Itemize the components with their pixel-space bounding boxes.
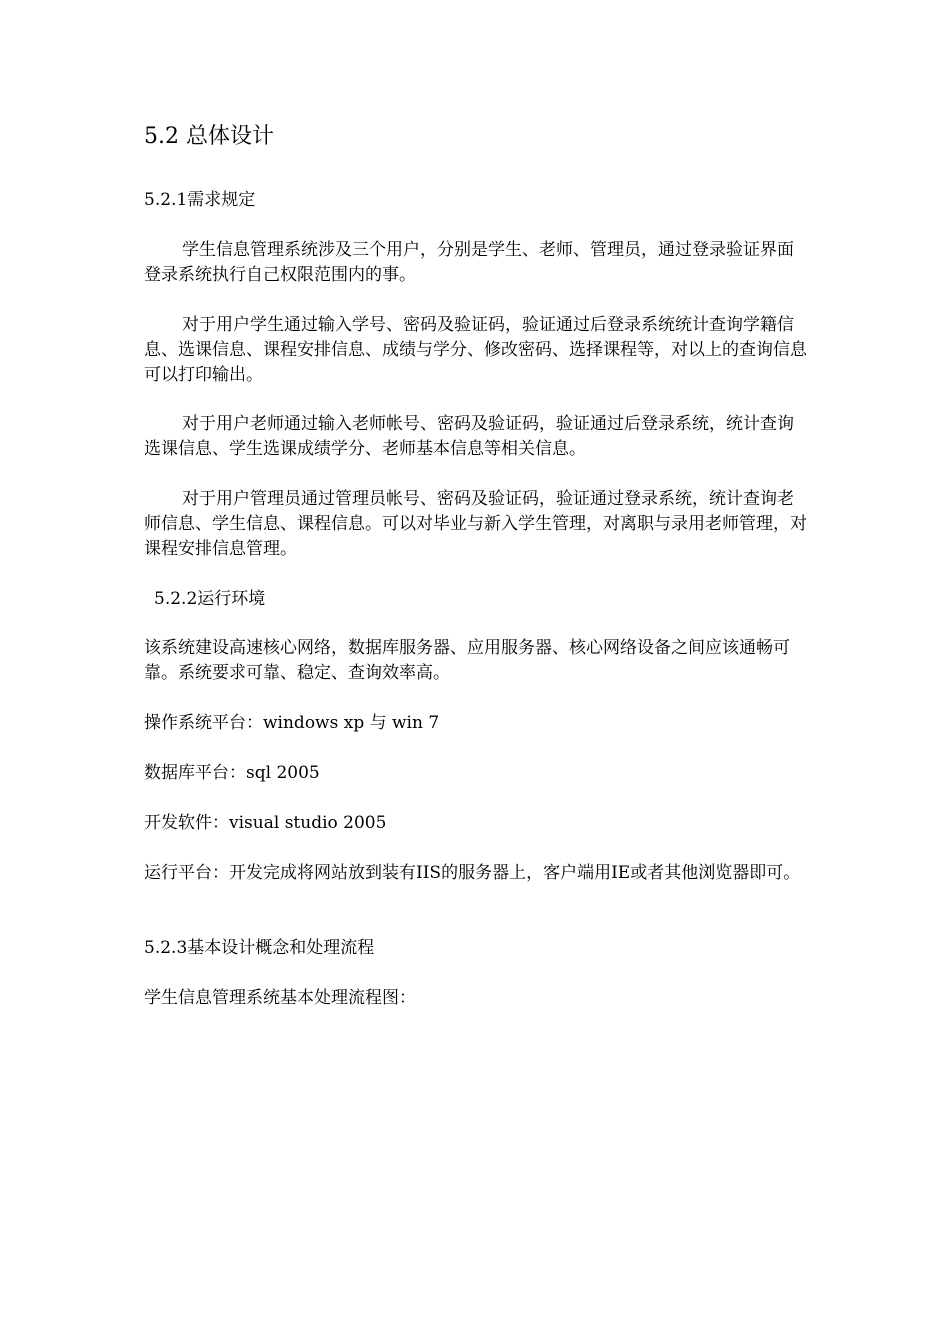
section-title: 5.2 总体设计 [144,124,274,149]
paragraph-teacher-functions: 对于用户老师通过输入老师帐号、密码及验证码，验证通过后登录系统，统计查询选课信息、学生选课成绩学分、老师基本信息等相关信息。 [144,414,794,459]
paragraph-users-overview: 学生信息管理系统涉及三个用户，分别是学生、老师、管理员，通过登录验证界面登录系统执行自己权限范围内的事。 [144,240,794,285]
paragraph-dev-software: 开发软件：visual studio 2005 [144,813,387,833]
subsection-title-environment: 5.2.2运行环境 [154,589,266,609]
paragraph-database-platform: 数据库平台：sql 2005 [144,763,320,783]
paragraph-os-platform: 操作系统平台：windows xp 与 win 7 [144,713,440,733]
paragraph-flowchart-caption: 学生信息管理系统基本处理流程图： [144,988,416,1008]
subsection-title-requirements: 5.2.1需求规定 [144,190,256,210]
paragraph-admin-functions: 对于用户管理员通过管理员帐号、密码及验证码，验证通过登录系统，统计查询老师信息、学生信息、课程信息。可以对毕业与新入学生管理，对离职与录用老师管理，对课程安排信息管理。 [144,489,807,559]
subsection-title-design-concept: 5.2.3基本设计概念和处理流程 [144,938,375,958]
paragraph-runtime-platform: 运行平台：开发完成将网站放到装有IIS的服务器上，客户端用IE或者其他浏览器即可。 [144,863,801,883]
paragraph-network: 该系统建设高速核心网络，数据库服务器、应用服务器、核心网络设备之间应该通畅可靠。系统要求可靠、稳定、查询效率高。 [144,638,790,683]
paragraph-student-functions: 对于用户学生通过输入学号、密码及验证码，验证通过后登录系统统计查询学籍信息、选课信息、课程安排信息、成绩与学分、修改密码、选择课程等，对以上的查询信息可以打印输出。 [144,315,807,385]
